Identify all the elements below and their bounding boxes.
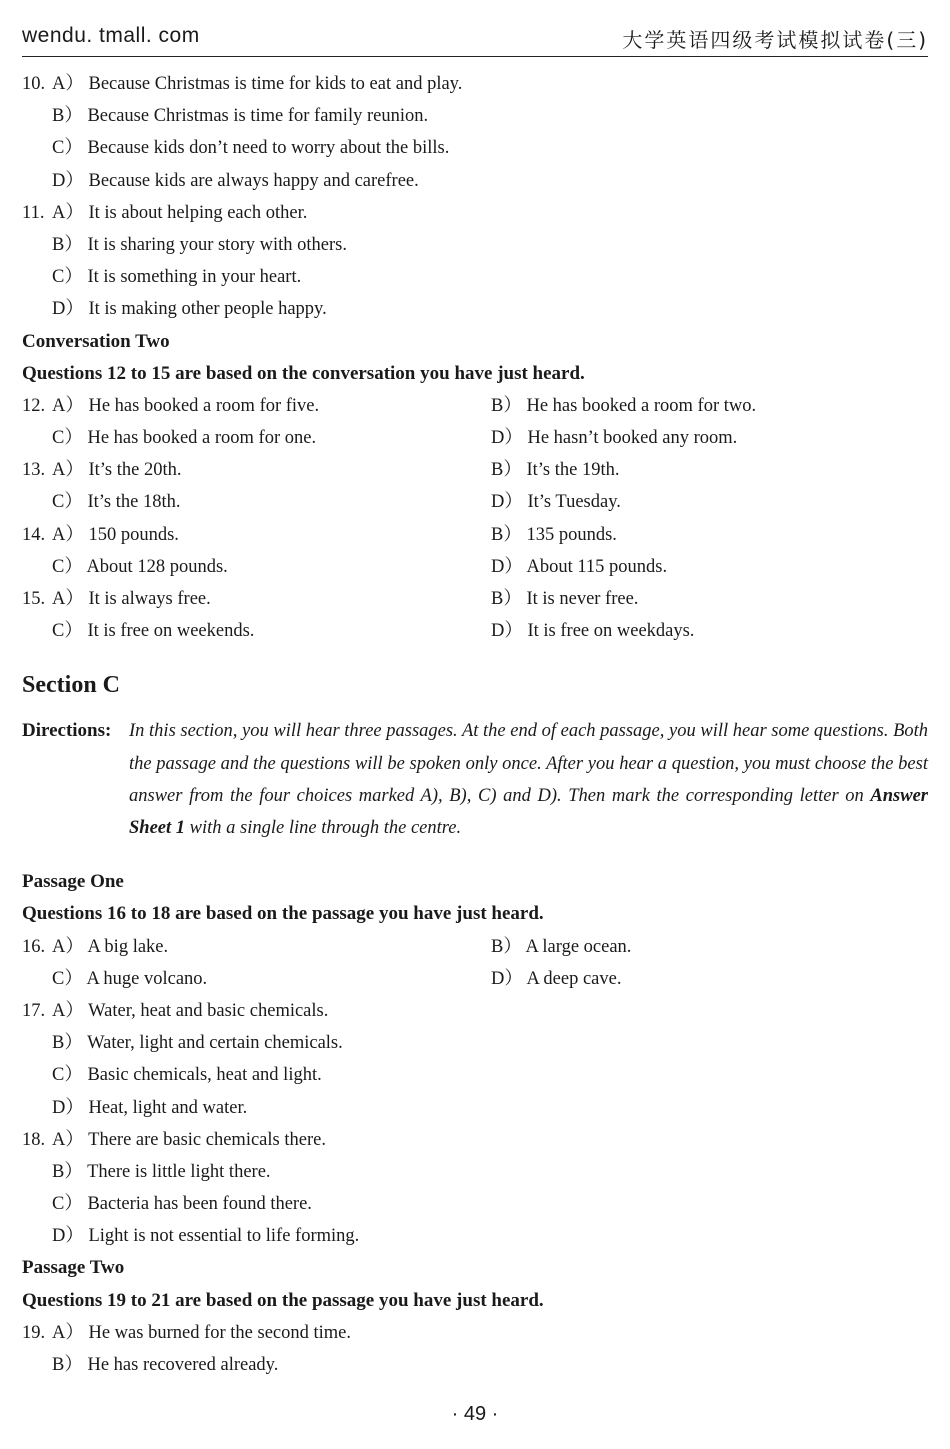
option-row bbox=[22, 963, 928, 995]
option-c: C） Basic chemicals, heat and light. bbox=[52, 1065, 322, 1086]
option-b: B） A large ocean. bbox=[491, 936, 632, 957]
question-15: 15. A） It is always free. B） It is never free. bbox=[22, 583, 928, 615]
question-18: 18. A） There are basic chemicals there. bbox=[22, 1124, 928, 1156]
option-row bbox=[22, 422, 928, 454]
conversation-two-instructions: Questions 12 to 15 are based on the conversation you have just heard. bbox=[22, 362, 585, 384]
option-c: C） Because kids don’t need to worry about the bills. bbox=[52, 138, 450, 159]
option-row bbox=[22, 615, 928, 647]
option-row bbox=[22, 1349, 928, 1381]
option-c: C） It is free on weekends. bbox=[52, 621, 255, 642]
passage-one-instructions: Questions 16 to 18 are based on the passage you have just heard. bbox=[22, 903, 544, 925]
question-19: 19. A） He was burned for the second time. bbox=[22, 1317, 928, 1349]
option-a: A） It is about helping each other. bbox=[52, 202, 308, 223]
option-a: A） It is always free. bbox=[52, 589, 211, 609]
option-row bbox=[22, 486, 928, 518]
option-b: B） There is little light there. bbox=[52, 1161, 271, 1182]
option-b: B） Water, light and certain chemicals. bbox=[52, 1033, 343, 1054]
directions bbox=[22, 715, 928, 844]
option-a: A） 150 pounds. bbox=[52, 524, 179, 545]
site-url: wendu. tmall. com bbox=[22, 24, 200, 47]
option-a: A） A big lake. bbox=[52, 936, 169, 957]
passage-two-title: Passage Two bbox=[22, 1257, 125, 1279]
option-a: A） There are basic chemicals there. bbox=[52, 1129, 326, 1150]
option-d: D） Light is not essential to life forming. bbox=[52, 1226, 360, 1247]
option-a: A） Water, heat and basic chemicals. bbox=[52, 1000, 329, 1021]
option-b: B） 135 pounds. bbox=[491, 524, 617, 545]
passage-two-instructions: Questions 19 to 21 are based on the passage you have just heard. bbox=[22, 1289, 544, 1311]
directions-text: In this section, you will hear three passages. At the end of each passage, you will hear some questions. Both the passage and the questions will be spoken only once. After you hear a question, you must choose the best answer from the four choices marked A), B), C) and D). Then mark the corresponding letter on Answer Sheet 1 with a single line through the centre. bbox=[129, 721, 929, 838]
question-13: 13. A） It’s the 20th. B） It’s the 19th. bbox=[22, 454, 928, 486]
option-b: B） It’s the 19th. bbox=[491, 460, 620, 481]
option-row bbox=[22, 1027, 928, 1059]
passage-one-title: Passage One bbox=[22, 871, 124, 893]
page-content bbox=[22, 68, 928, 1381]
option-c: C） It’s the 18th. bbox=[52, 492, 181, 513]
option-d: D） Because kids are always happy and carefree. bbox=[52, 170, 419, 191]
option-row bbox=[22, 229, 928, 261]
answer-sheet-ref: Answer Sheet 1 bbox=[129, 785, 928, 838]
directions-label: Directions: bbox=[22, 720, 112, 742]
option-a: A） He has booked a room for five. bbox=[52, 395, 320, 416]
option-row bbox=[22, 165, 928, 197]
option-row bbox=[22, 293, 928, 325]
option-c: C） It is something in your heart. bbox=[52, 267, 302, 288]
option-row bbox=[22, 1059, 928, 1091]
option-d: D） About 115 pounds. bbox=[491, 556, 668, 577]
option-b: B） It is never free. bbox=[491, 589, 639, 609]
option-d: D） It is free on weekdays. bbox=[491, 621, 695, 642]
exam-title: 大学英语四级考试模拟试卷(三) bbox=[622, 28, 928, 52]
question-17: 17. A） Water, heat and basic chemicals. bbox=[22, 995, 928, 1027]
option-row bbox=[22, 1092, 928, 1124]
option-a: A） It’s the 20th. bbox=[52, 460, 182, 481]
question-16: 16. A） A big lake. B） A large ocean. bbox=[22, 931, 928, 963]
option-b: B） It is sharing your story with others. bbox=[52, 234, 347, 255]
option-a: A） Because Christmas is time for kids to eat and play. bbox=[52, 74, 463, 94]
conversation-two-title: Conversation Two bbox=[22, 330, 170, 352]
question-12: 12. A） He has booked a room for five. B） He has booked a room for two. bbox=[22, 390, 928, 422]
option-row bbox=[22, 1188, 928, 1220]
option-d: D） It’s Tuesday. bbox=[491, 492, 621, 513]
option-row bbox=[22, 1220, 928, 1252]
option-c: C） About 128 pounds. bbox=[52, 556, 228, 577]
section-c-title: Section C bbox=[22, 672, 120, 699]
option-c: C） He has booked a room for one. bbox=[52, 428, 317, 449]
option-c: C） A huge volcano. bbox=[52, 968, 208, 989]
option-row bbox=[22, 1156, 928, 1188]
option-row bbox=[22, 100, 928, 132]
page-number: · 49 · bbox=[451, 1403, 499, 1425]
option-row bbox=[22, 261, 928, 293]
option-row bbox=[22, 551, 928, 583]
option-b: B） He has booked a room for two. bbox=[491, 395, 757, 416]
question-10: 10. A） Because Christmas is time for kids to eat and play. bbox=[22, 68, 928, 100]
option-b: B） He has recovered already. bbox=[52, 1355, 279, 1375]
option-d: D） He hasn’t booked any room. bbox=[491, 428, 738, 449]
page-header bbox=[22, 22, 928, 57]
option-d: D） It is making other people happy. bbox=[52, 299, 327, 320]
option-d: D） A deep cave. bbox=[491, 968, 622, 989]
question-11: 11. A） It is about helping each other. bbox=[22, 197, 928, 229]
question-14: 14. A） 150 pounds. B） 135 pounds. bbox=[22, 519, 928, 551]
option-d: D） Heat, light and water. bbox=[52, 1097, 248, 1118]
option-c: C） Bacteria has been found there. bbox=[52, 1194, 312, 1215]
option-a: A） He was burned for the second time. bbox=[52, 1322, 351, 1343]
option-b: B） Because Christmas is time for family reunion. bbox=[52, 106, 429, 127]
option-row bbox=[22, 132, 928, 164]
